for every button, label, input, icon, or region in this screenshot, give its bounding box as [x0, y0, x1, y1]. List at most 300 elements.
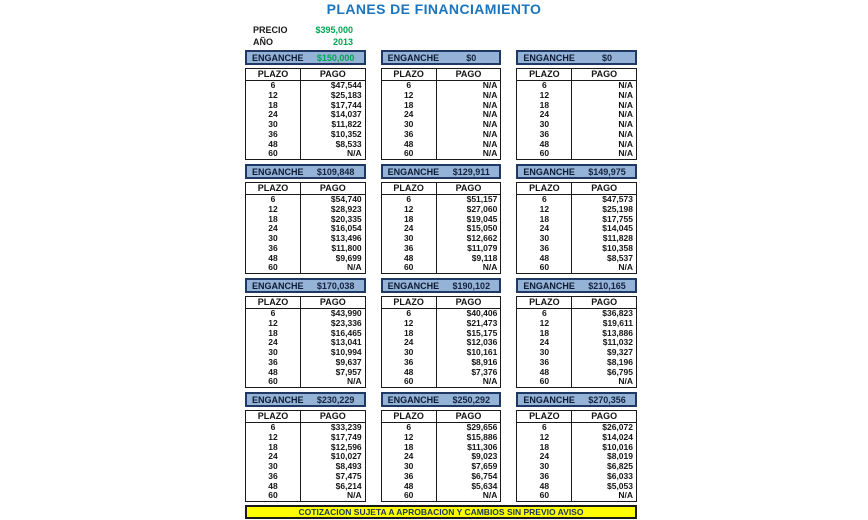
pago-cell: $19,045 [466, 213, 498, 224]
pago-column-header: PAGO [301, 297, 366, 309]
payment-table-header-row [517, 297, 637, 309]
plan-section [245, 164, 366, 274]
plazo-cell: 6 [517, 423, 572, 433]
plazo-cell: 18 [517, 443, 572, 453]
plazo-cell: 30 [246, 462, 301, 472]
enganche-header [516, 392, 637, 407]
payment-table [381, 410, 502, 502]
enganche-header [516, 50, 637, 65]
plazo-cell: 18 [381, 101, 436, 111]
pago-cell: N/A [347, 262, 362, 273]
plazo-cell: 36 [517, 130, 572, 140]
pago-cell: $8,916 [471, 356, 498, 367]
plazo-cell: 24 [517, 110, 572, 120]
plan-section [516, 164, 637, 274]
payment-rows [517, 195, 637, 274]
precio-value: $395,000 [315, 25, 353, 35]
payment-row [517, 149, 637, 159]
plazo-cell: 60 [381, 491, 436, 501]
pago-cell: N/A [482, 99, 498, 110]
pago-cell: $43,990 [330, 308, 362, 318]
plazo-cell: 18 [517, 215, 572, 225]
pago-cell: $8,196 [606, 356, 633, 367]
plazo-cell: 48 [517, 254, 572, 264]
plazo-cell: 18 [246, 101, 301, 111]
plazo-cell: 36 [381, 472, 436, 482]
plazo-column-header: PLAZO [381, 411, 436, 423]
plazo-cell: 24 [381, 224, 436, 234]
pago-cell: $8,533 [335, 138, 362, 149]
enganche-label: ENGANCHE [523, 394, 575, 405]
pago-cell: $5,634 [471, 480, 498, 491]
pago-cell: $15,886 [466, 431, 498, 442]
pago-cell: $14,037 [330, 109, 362, 120]
pago-cell: $9,327 [606, 347, 633, 357]
pago-cell: N/A [618, 490, 633, 501]
pago-cell: $11,079 [467, 242, 498, 253]
payment-rows [246, 81, 366, 160]
payment-table-header-row [246, 297, 366, 309]
pago-cell: $17,744 [330, 99, 362, 110]
plazo-cell: 12 [517, 91, 572, 101]
enganche-label: ENGANCHE [523, 166, 575, 177]
plazo-cell: 6 [381, 195, 436, 205]
pago-cell: $40,406 [466, 308, 498, 318]
pago-cell: N/A [347, 490, 362, 501]
payment-row [381, 377, 501, 387]
pago-cell: $9,699 [335, 252, 362, 263]
plazo-cell: 60 [246, 491, 301, 501]
enganche-value: $270,356 [588, 394, 626, 405]
enganche-label: ENGANCHE [387, 280, 440, 291]
payment-rows [517, 81, 637, 160]
payment-table-header-row [381, 297, 501, 309]
enganche-header [245, 164, 366, 179]
page-title: PLANES DE FINANCIAMIENTO [326, 1, 542, 17]
plazo-cell: 24 [246, 338, 301, 348]
pago-cell: $6,825 [606, 461, 633, 471]
plazo-cell: 24 [381, 110, 436, 120]
enganche-label: ENGANCHE [523, 280, 575, 291]
payment-row [246, 149, 366, 159]
enganche-label: ENGANCHE [252, 52, 304, 63]
pago-cell: $28,923 [330, 203, 362, 214]
pago-cell: $19,611 [602, 317, 633, 328]
plazo-cell: 6 [517, 81, 572, 91]
pago-cell: $11,800 [331, 242, 362, 253]
plazo-cell: 24 [381, 338, 436, 348]
enganche-label: ENGANCHE [387, 394, 440, 405]
enganche-value: $250,292 [452, 394, 491, 405]
plazo-cell: 36 [381, 358, 436, 368]
payment-table [381, 182, 502, 274]
payment-table-header-row [246, 69, 366, 81]
pago-column-header: PAGO [301, 411, 366, 423]
plazo-cell: 48 [246, 140, 301, 150]
plazo-cell: 36 [246, 244, 301, 254]
precio-row [253, 24, 353, 36]
payment-table [381, 296, 502, 388]
payment-rows [246, 195, 366, 274]
pago-cell: $8,019 [606, 451, 633, 462]
pago-cell: N/A [482, 138, 498, 149]
plazo-cell: 48 [517, 140, 572, 150]
pago-cell: $10,027 [330, 451, 362, 462]
pago-cell: N/A [618, 376, 633, 387]
pago-cell: N/A [618, 148, 633, 159]
enganche-header [381, 278, 502, 293]
plan-section [516, 50, 637, 160]
plazo-cell: 30 [517, 234, 572, 244]
enganche-label: ENGANCHE [252, 166, 304, 177]
plazo-cell: 6 [381, 423, 436, 433]
plazo-cell: 24 [381, 452, 436, 462]
plan-section [381, 164, 502, 274]
pago-cell: $11,822 [331, 119, 362, 129]
pago-cell: $6,214 [335, 480, 362, 491]
price-year-block [253, 24, 353, 48]
enganche-header [516, 164, 637, 179]
plazo-cell: 6 [246, 81, 301, 91]
plazo-cell: 30 [381, 120, 436, 130]
payment-table [245, 410, 366, 502]
pago-cell: N/A [618, 80, 633, 90]
plazo-cell: 48 [246, 254, 301, 264]
payment-table-header-row [381, 183, 501, 195]
pago-cell: $21,473 [466, 317, 498, 328]
enganche-label: ENGANCHE [387, 52, 440, 63]
plazo-cell: 6 [517, 195, 572, 205]
pago-cell: $17,755 [602, 213, 633, 224]
payment-table [245, 296, 366, 388]
plazo-cell: 18 [381, 329, 436, 339]
pago-cell: $13,041 [330, 337, 362, 348]
pago-cell: $14,024 [602, 431, 633, 442]
plazo-cell: 60 [517, 263, 572, 273]
plan-section [516, 278, 637, 388]
payment-table-header-row [381, 69, 501, 81]
plans-grid [245, 50, 637, 502]
enganche-value: $0 [466, 52, 477, 63]
plazo-cell: 60 [517, 149, 572, 159]
payment-table-header-row [246, 411, 366, 423]
payment-rows [381, 423, 501, 502]
pago-cell: $47,544 [330, 80, 362, 90]
payment-table-header-row [381, 411, 501, 423]
pago-cell: $7,957 [335, 366, 362, 377]
plazo-cell: 36 [517, 472, 572, 482]
plazo-cell: 30 [246, 234, 301, 244]
plazo-cell: 18 [517, 329, 572, 339]
plazo-column-header: PLAZO [246, 69, 301, 81]
pago-cell: N/A [482, 119, 498, 129]
pago-cell: $10,358 [602, 242, 633, 253]
plazo-cell: 30 [381, 462, 436, 472]
enganche-header [245, 392, 366, 407]
plazo-cell: 6 [381, 81, 436, 91]
enganche-label: ENGANCHE [523, 52, 575, 63]
plazo-cell: 48 [517, 482, 572, 492]
plazo-cell: 24 [246, 452, 301, 462]
enganche-value: $0 [601, 52, 612, 63]
payment-table [516, 68, 637, 160]
plazo-cell: 36 [517, 244, 572, 254]
plazo-column-header: PLAZO [517, 183, 572, 195]
plazo-cell: 12 [246, 433, 301, 443]
plazo-cell: 12 [381, 205, 436, 215]
plazo-cell: 60 [381, 149, 436, 159]
plazo-cell: 30 [517, 120, 572, 130]
pago-cell: $26,072 [602, 422, 633, 432]
plazo-cell: 12 [381, 91, 436, 101]
pago-column-header: PAGO [301, 69, 366, 81]
pago-cell: $29,656 [466, 422, 498, 432]
enganche-header [381, 164, 502, 179]
plazo-cell: 48 [246, 368, 301, 378]
plazo-cell: 36 [381, 244, 436, 254]
pago-column-header: PAGO [572, 69, 637, 81]
plazo-cell: 60 [517, 491, 572, 501]
plazo-column-header: PLAZO [517, 69, 572, 81]
payment-table-header-row [517, 411, 637, 423]
pago-cell: $6,795 [606, 366, 633, 377]
plazo-cell: 12 [517, 319, 572, 329]
pago-cell: $9,118 [471, 252, 498, 263]
pago-cell: $10,994 [330, 347, 362, 357]
pago-cell: $25,198 [602, 203, 633, 214]
pago-cell: $51,157 [466, 194, 498, 204]
plazo-cell: 12 [517, 205, 572, 215]
pago-cell: N/A [482, 89, 498, 100]
pago-cell: $8,493 [335, 461, 362, 471]
payment-rows [381, 195, 501, 274]
payment-row [517, 491, 637, 501]
enganche-header [381, 50, 502, 65]
pago-cell: N/A [482, 262, 498, 273]
plan-section [516, 392, 637, 502]
pago-cell: $33,239 [330, 422, 362, 432]
plazo-column-header: PLAZO [381, 69, 436, 81]
plazo-cell: 18 [381, 215, 436, 225]
pago-cell: N/A [618, 128, 633, 139]
payment-table [245, 68, 366, 160]
footer-banner: COTIZACION SUJETA A APROBACION Y CAMBIOS SIN PREVIO AVISO [245, 505, 637, 519]
pago-cell: N/A [482, 490, 498, 501]
plazo-cell: 24 [517, 224, 572, 234]
plazo-cell: 60 [246, 377, 301, 387]
pago-cell: N/A [618, 89, 633, 100]
pago-cell: $6,754 [471, 470, 498, 481]
plazo-cell: 48 [381, 254, 436, 264]
pago-cell: $16,054 [330, 223, 362, 234]
pago-cell: N/A [347, 376, 362, 387]
pago-cell: $15,050 [466, 223, 498, 234]
pago-cell: N/A [482, 80, 498, 90]
plazo-cell: 48 [381, 368, 436, 378]
plazo-cell: 6 [381, 309, 436, 319]
pago-column-header: PAGO [572, 183, 637, 195]
enganche-value: $149,975 [588, 166, 626, 177]
pago-cell: $36,823 [602, 308, 633, 318]
plazo-cell: 30 [517, 462, 572, 472]
payment-row [246, 377, 366, 387]
pago-cell: $13,496 [330, 233, 362, 243]
payment-row [246, 491, 366, 501]
enganche-value: $129,911 [452, 166, 490, 177]
payment-rows [381, 309, 501, 388]
enganche-value: $230,229 [316, 394, 355, 405]
pago-cell: $15,175 [466, 327, 498, 338]
plazo-column-header: PLAZO [246, 297, 301, 309]
pago-cell: N/A [347, 148, 362, 159]
payment-row [381, 149, 501, 159]
plazo-cell: 6 [246, 423, 301, 433]
payment-rows [246, 309, 366, 388]
pago-cell: $10,161 [466, 347, 498, 357]
payment-rows [381, 81, 501, 160]
pago-cell: $47,573 [602, 194, 633, 204]
plazo-cell: 48 [381, 140, 436, 150]
plazo-cell: 60 [246, 263, 301, 273]
pago-cell: $7,475 [335, 470, 362, 481]
plazo-cell: 36 [246, 472, 301, 482]
pago-cell: $27,060 [466, 203, 498, 214]
payment-table [381, 68, 502, 160]
plazo-column-header: PLAZO [246, 411, 301, 423]
payment-table [516, 296, 637, 388]
plazo-cell: 30 [517, 348, 572, 358]
pago-cell: $16,465 [330, 327, 362, 338]
pago-cell: $11,032 [602, 337, 633, 348]
enganche-value: $109,848 [316, 166, 355, 177]
plazo-cell: 12 [517, 433, 572, 443]
plazo-cell: 12 [246, 205, 301, 215]
enganche-label: ENGANCHE [252, 394, 304, 405]
pago-cell: N/A [482, 148, 498, 159]
enganche-value: $170,038 [316, 280, 355, 291]
plazo-cell: 36 [246, 130, 301, 140]
plazo-cell: 18 [246, 329, 301, 339]
pago-cell: $14,045 [602, 223, 633, 234]
pago-column-header: PAGO [301, 183, 366, 195]
pago-cell: $12,036 [466, 337, 498, 348]
plazo-cell: 48 [246, 482, 301, 492]
payment-row [517, 377, 637, 387]
pago-cell: N/A [618, 109, 633, 120]
pago-cell: $7,659 [471, 461, 498, 471]
plazo-cell: 36 [517, 358, 572, 368]
pago-column-header: PAGO [572, 411, 637, 423]
plazo-cell: 24 [246, 224, 301, 234]
payment-row [381, 263, 501, 273]
pago-cell: $9,637 [335, 356, 362, 367]
pago-column-header: PAGO [436, 183, 501, 195]
plazo-cell: 48 [381, 482, 436, 492]
plazo-cell: 18 [246, 443, 301, 453]
plazo-column-header: PLAZO [517, 297, 572, 309]
payment-rows [517, 423, 637, 502]
payment-table-header-row [517, 69, 637, 81]
pago-cell: $23,336 [330, 317, 362, 328]
plazo-cell: 6 [517, 309, 572, 319]
pago-cell: N/A [482, 376, 498, 387]
plazo-cell: 30 [381, 348, 436, 358]
payment-table [516, 182, 637, 274]
pago-cell: N/A [618, 119, 633, 129]
plazo-column-header: PLAZO [517, 411, 572, 423]
plazo-cell: 6 [246, 195, 301, 205]
enganche-header [245, 278, 366, 293]
plazo-cell: 24 [517, 338, 572, 348]
plan-section [381, 50, 502, 160]
pago-cell: $12,596 [330, 441, 362, 452]
plazo-cell: 60 [246, 149, 301, 159]
ano-row [253, 36, 353, 48]
plan-section [245, 392, 366, 502]
plazo-cell: 12 [246, 319, 301, 329]
plan-section [381, 392, 502, 502]
pago-cell: $17,749 [330, 431, 362, 442]
plazo-cell: 60 [517, 377, 572, 387]
enganche-value: $190,102 [452, 280, 491, 291]
payment-row [517, 263, 637, 273]
plazo-cell: 6 [246, 309, 301, 319]
plazo-cell: 12 [381, 433, 436, 443]
payment-rows [517, 309, 637, 388]
enganche-value: $210,165 [588, 280, 626, 291]
payment-row [381, 491, 501, 501]
payment-table-header-row [246, 183, 366, 195]
pago-cell: $10,016 [602, 441, 633, 452]
pago-cell: $5,053 [606, 480, 633, 491]
pago-cell: $7,376 [471, 366, 498, 377]
pago-cell: $6,033 [606, 470, 633, 481]
plazo-cell: 18 [381, 443, 436, 453]
enganche-header [381, 392, 502, 407]
plazo-cell: 24 [246, 110, 301, 120]
plazo-cell: 30 [381, 234, 436, 244]
plazo-cell: 24 [517, 452, 572, 462]
payment-table-header-row [517, 183, 637, 195]
pago-cell: N/A [482, 128, 498, 139]
enganche-header [245, 50, 366, 65]
plan-section [245, 278, 366, 388]
pago-cell: $11,306 [467, 441, 498, 452]
ano-value: 2013 [332, 37, 353, 47]
enganche-label: ENGANCHE [252, 280, 304, 291]
pago-column-header: PAGO [436, 297, 501, 309]
pago-cell: $9,023 [471, 451, 498, 462]
pago-cell: N/A [482, 109, 498, 120]
plazo-cell: 30 [246, 348, 301, 358]
payment-row [246, 263, 366, 273]
plazo-cell: 12 [381, 319, 436, 329]
enganche-value: $150,000 [316, 52, 355, 63]
plazo-cell: 60 [381, 377, 436, 387]
plazo-cell: 30 [246, 120, 301, 130]
pago-cell: $13,886 [602, 327, 633, 338]
pago-cell: $10,352 [330, 128, 362, 139]
plazo-cell: 18 [517, 101, 572, 111]
pago-cell: $8,537 [606, 252, 633, 263]
plazo-cell: 36 [246, 358, 301, 368]
plazo-cell: 60 [381, 263, 436, 273]
plazo-cell: 36 [381, 130, 436, 140]
pago-cell: $25,183 [330, 89, 362, 100]
plan-section [381, 278, 502, 388]
pago-cell: $12,662 [466, 233, 498, 243]
plazo-cell: 18 [246, 215, 301, 225]
